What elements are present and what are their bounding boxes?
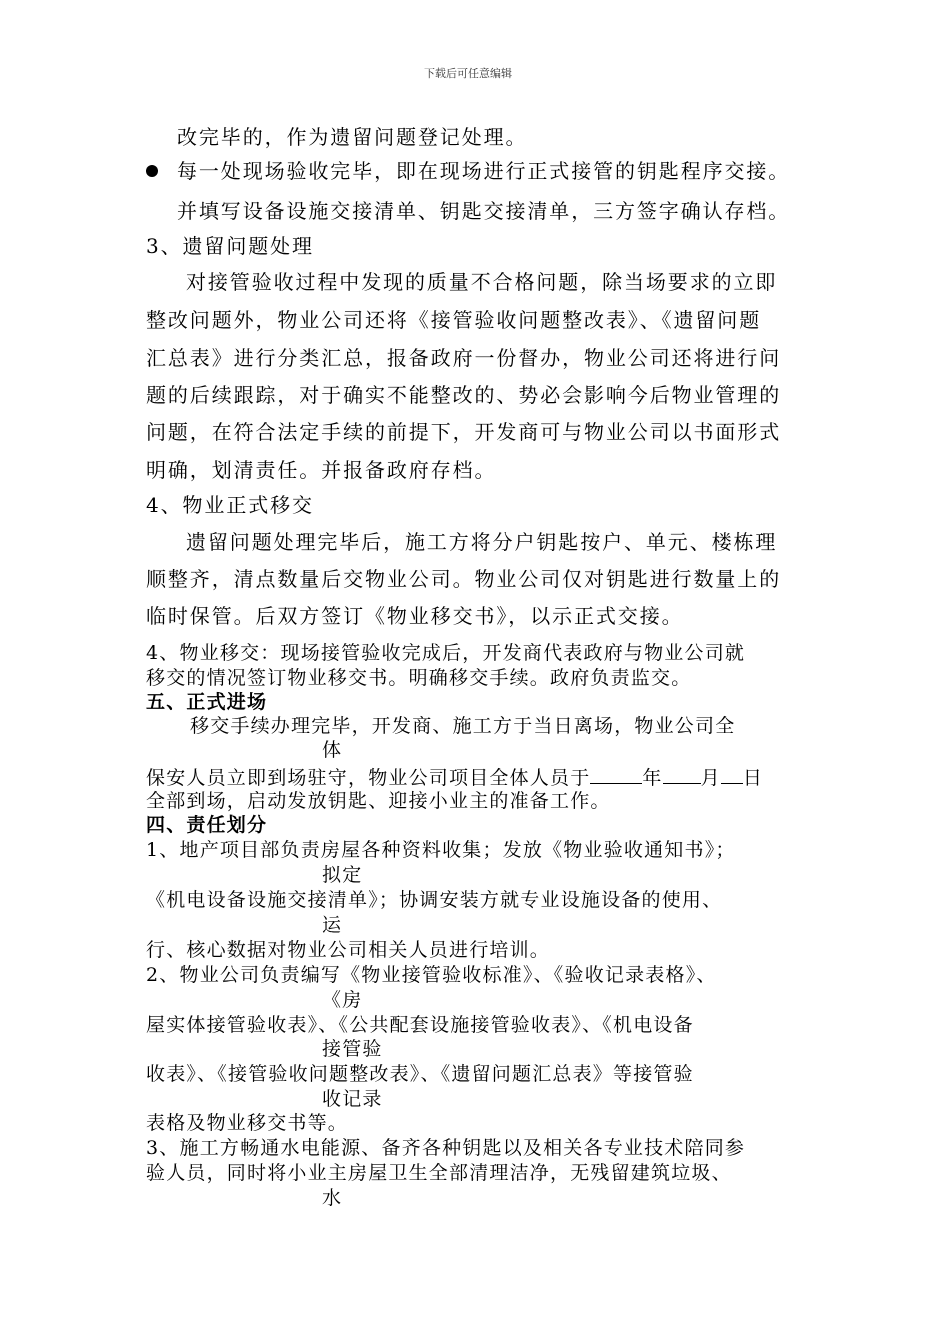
section-heading: 4、物业正式移交 <box>146 493 314 517</box>
paragraph-line: 汇总表》进行分类汇总，报备政府一份督办，物业公司还将进行问 <box>146 346 782 370</box>
section-heading: 3、遗留问题处理 <box>146 234 314 258</box>
paragraph-line: 移交手续办理完毕，开发商、施工方于当日离场，物业公司全 <box>190 715 736 737</box>
paragraph-line: 整改问题外，物业公司还将《接管验收问题整改表》、《遗留问题 <box>146 308 762 332</box>
day-label: 日 <box>742 767 764 789</box>
paragraph-line: 2、物业公司负责编写《物业接管验收标准》、《验收记录表格》、 <box>146 964 717 986</box>
paragraph-line: 遗留问题处理完毕后，施工方将分户钥匙按户、单元、楼栋理 <box>186 530 778 554</box>
wrapped-fragment: 拟定 <box>322 864 363 886</box>
date-line-prefix: 保安人员立即到场驻守，物业公司项目全体人员于 <box>146 767 591 789</box>
paragraph-line: 《机电设备设施交接清单》；协调安装方就专业设施设备的使用、 <box>146 889 723 911</box>
wrapped-fragment: 《房 <box>322 989 363 1011</box>
paragraph-line: 收表》、《接管验收问题整改表》、《遗留问题汇总表》等接管验 <box>146 1063 694 1085</box>
paragraph-line: 并填写设备设施交接清单、钥匙交接清单，三方签字确认存档。 <box>177 199 791 223</box>
paragraph-line: 表格及物业移交书等。 <box>146 1112 349 1134</box>
wrapped-fragment: 体 <box>322 739 343 761</box>
section-heading: 五、正式进场 <box>146 691 268 713</box>
month-blank <box>663 767 701 784</box>
month-label: 月 <box>700 767 721 789</box>
wrapped-fragment: 运 <box>322 914 343 936</box>
paragraph-line: 题的后续跟踪，对于确实不能整改的、势必会影响今后物业管理的 <box>146 383 782 407</box>
paragraph-line: 明确，划清责任。并报备政府存档。 <box>146 458 497 482</box>
bullet-item: 每一处现场验收完毕，即在现场进行正式接管的钥匙程序交接。 <box>177 159 791 183</box>
page-header: 下载后可任意编辑 <box>424 67 512 80</box>
wrapped-fragment: 接管验 <box>322 1038 383 1060</box>
paragraph-line: 4、物业移交：现场接管验收完成后，开发商代表政府与物业公司就 <box>146 642 746 664</box>
year-blank <box>590 767 642 784</box>
paragraph-line: 临时保管。后双方签订《物业移交书》，以示正式交接。 <box>146 604 684 628</box>
section-heading: 四、责任划分 <box>146 814 268 836</box>
bullet-icon <box>146 165 158 177</box>
paragraph-line: 移交的情况签订物业移交书。明确移交手续。政府负责监交。 <box>146 667 692 689</box>
paragraph-line: 问题，在符合法定手续的前提下，开发商可与物业公司以书面形式 <box>146 420 782 444</box>
paragraph-line: 对接管验收过程中发现的质量不合格问题，除当场要求的立即 <box>186 270 778 294</box>
date-line <box>146 767 763 788</box>
paragraph-line: 屋实体接管验收表》、《公共配套设施接管验收表》、《机电设备 <box>146 1014 694 1036</box>
year-label: 年 <box>642 767 663 789</box>
wrapped-fragment: 收记录 <box>322 1088 383 1110</box>
wrapped-fragment: 水 <box>322 1187 343 1209</box>
paragraph-line: 3、施工方畅通水电能源、备齐各种钥匙以及相关各专业技术陪同参 <box>146 1137 746 1159</box>
paragraph-line: 行、核心数据对物业公司相关人员进行培训。 <box>146 939 551 961</box>
paragraph-line: 改完毕的，作为遗留问题登记处理。 <box>177 125 528 149</box>
paragraph-line: 顺整齐，清点数量后交物业公司。物业公司仅对钥匙进行数量上的 <box>146 567 782 591</box>
paragraph-line: 全部到场，启动发放钥匙、迎接小业主的准备工作。 <box>146 790 611 812</box>
paragraph-line: 验人员，同时将小业主房屋卫生全部清理洁净，无残留建筑垃圾、 <box>146 1162 732 1184</box>
paragraph-line: 1、地产项目部负责房屋各种资料收集；发放《物业验收通知书》； <box>146 839 736 861</box>
day-blank <box>721 767 743 784</box>
